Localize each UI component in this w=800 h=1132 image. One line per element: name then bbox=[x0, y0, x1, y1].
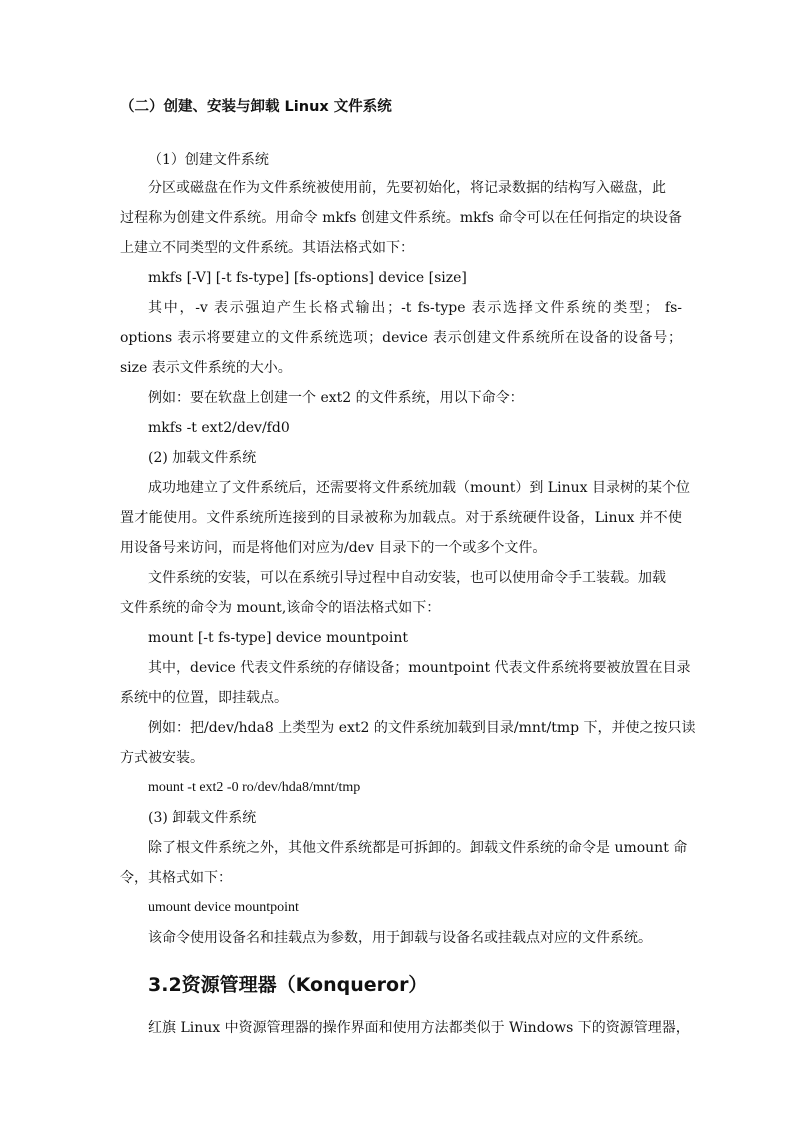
paragraph-line: 除了根文件系统之外，其他文件系统都是可拆卸的。卸载文件系统的命令是 umount 命 bbox=[148, 840, 688, 856]
subsection-title-create: （1）创建文件系统 bbox=[148, 152, 269, 168]
paragraph-line: 红旗 Linux 中资源管理器的操作界面和使用方法都类似于 Windows 下的资源管理器， bbox=[148, 1020, 690, 1036]
paragraph-line: options 表示将要建立的文件系统选项；device 表示创建文件系统所在设备的设备号； bbox=[120, 330, 682, 346]
section-heading-3-2: 3.2资源管理器（Konqueror） bbox=[148, 974, 428, 996]
paragraph-line: 例如：把/dev/hda8 上类型为 ext2 的文件系统加载到目录/mnt/tmp 下，并使之按只读 bbox=[148, 720, 696, 736]
paragraph-line: 过程称为创建文件系统。用命令 mkfs 创建文件系统。mkfs 命令可以在任何指定的块设备 bbox=[120, 210, 682, 226]
example-command-mkfs: mkfs -t ext2/dev/fd0 bbox=[148, 420, 290, 436]
paragraph-line: 文件系统的安装，可以在系统引导过程中自动安装，也可以使用命令手工装载。加载 bbox=[148, 570, 666, 586]
paragraph-line: 成功地建立了文件系统后，还需要将文件系统加载（mount）到 Linux 目录树的某个位 bbox=[148, 480, 690, 496]
paragraph-line: 方式被安装。 bbox=[120, 750, 204, 766]
paragraph-line: 分区或磁盘在作为文件系统被使用前，先要初始化，将记录数据的结构写入磁盘，此 bbox=[148, 180, 666, 196]
paragraph-line: 该命令使用设备名和挂载点为参数，用于卸载与设备名或挂载点对应的文件系统。 bbox=[148, 930, 652, 946]
paragraph-line: 置才能使用。文件系统所连接到的目录被称为加载点。对于系统硬件设备，Linux 并不使 bbox=[120, 510, 682, 526]
paragraph-line: 其中，-v 表示强迫产生长格式输出；-t fs-type 表示选择文件系统的类型； fs- bbox=[148, 300, 682, 316]
syntax-mount: mount [-t fs-type] device mountpoint bbox=[148, 630, 408, 646]
paragraph-line: 上建立不同类型的文件系统。其语法格式如下： bbox=[120, 240, 414, 256]
subsection-title-mount: (2) 加载文件系统 bbox=[148, 450, 257, 466]
example-command-mount: mount -t ext2 -0 ro/dev/hda8/mnt/tmp bbox=[148, 780, 361, 795]
paragraph-line: 令，其格式如下： bbox=[120, 870, 232, 886]
paragraph-line: 其中，device 代表文件系统的存储设备；mountpoint 代表文件系统将要被放置在目录 bbox=[148, 660, 691, 676]
paragraph-line: 用设备号来访问，而是将他们对应为/dev 目录下的一个或多个文件。 bbox=[120, 540, 547, 556]
example-line: 例如：要在软盘上创建一个 ext2 的文件系统，用以下命令： bbox=[148, 390, 524, 406]
section-heading: （二）创建、安装与卸载 Linux 文件系统 bbox=[120, 99, 392, 115]
syntax-mkfs: mkfs [-V] [-t fs-type] [fs-options] device [size] bbox=[148, 270, 467, 286]
paragraph-line: 系统中的位置，即挂载点。 bbox=[120, 690, 288, 706]
subsection-title-umount: (3) 卸载文件系统 bbox=[148, 810, 257, 826]
paragraph-line: 文件系统的命令为 mount,该命令的语法格式如下： bbox=[120, 600, 441, 616]
paragraph-line: size 表示文件系统的大小。 bbox=[120, 360, 292, 376]
syntax-umount: umount device mountpoint bbox=[148, 900, 299, 915]
